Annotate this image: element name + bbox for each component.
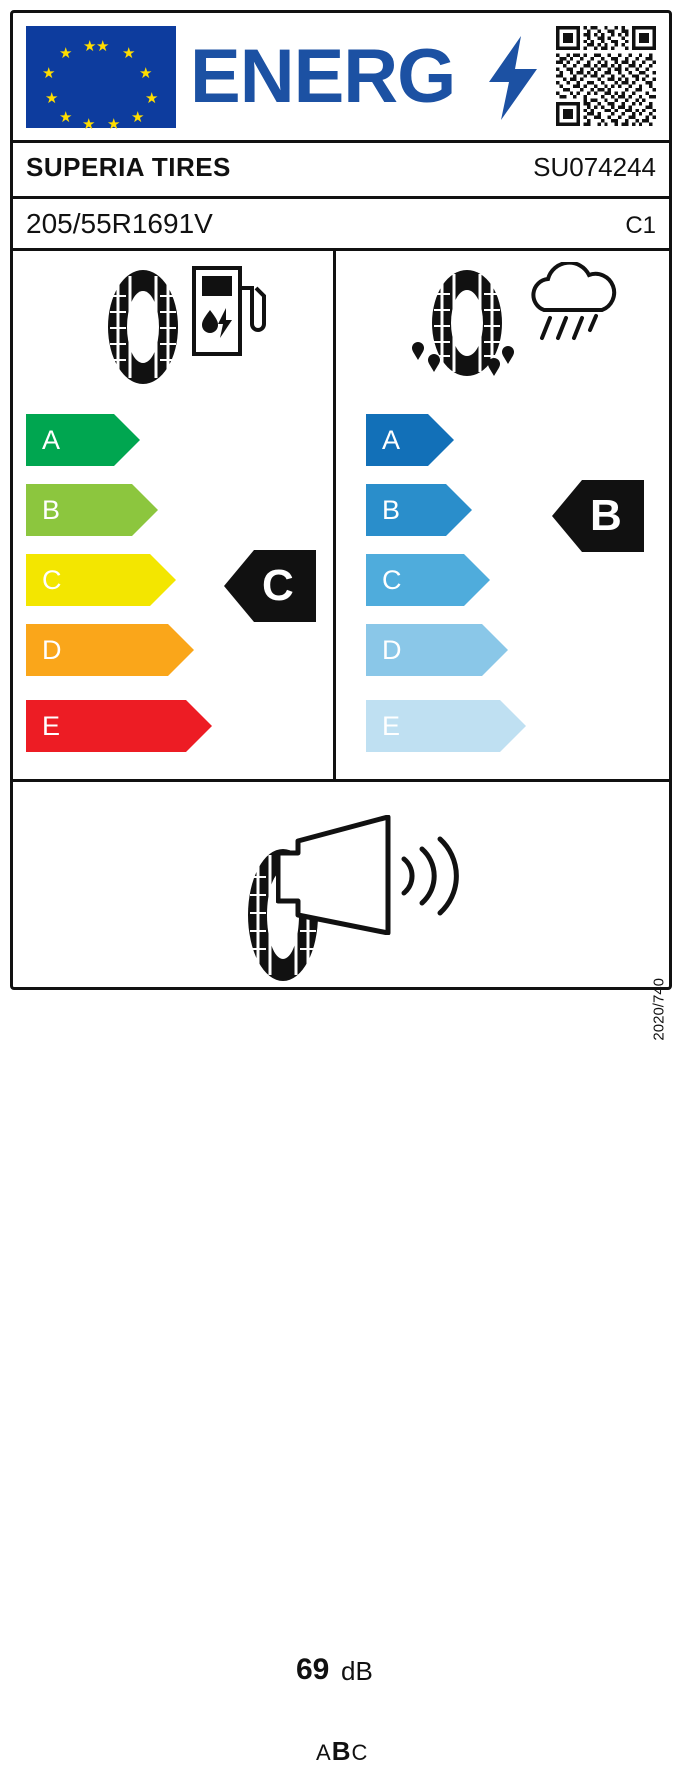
fuel-rating-marker: [254, 550, 316, 622]
noise-unit: dB: [341, 1656, 373, 1686]
fuel-pump-icon: [190, 262, 266, 363]
tire-class-code: C1: [625, 212, 656, 239]
eu-flag: ★ ★ ★ ★ ★ ★ ★ ★ ★ ★ ★ ★: [26, 26, 176, 128]
wet-grade-c-label: C: [382, 564, 402, 595]
lightning-bolt-icon: [487, 36, 539, 120]
noise-class-c: C: [351, 1740, 369, 1765]
divider-vertical: [333, 251, 336, 779]
noise-value: 69: [296, 1653, 330, 1686]
energy-wordmark: ENERG: [190, 34, 456, 119]
tire-size: 205/55R1691V: [26, 208, 213, 239]
fuel-grade-c-label: C: [42, 564, 62, 595]
noise-class-a: A: [316, 1740, 332, 1765]
wet-grade-e-label: E: [382, 710, 401, 741]
divider-size: [13, 248, 669, 251]
sku-code: SU074244: [533, 152, 656, 182]
fuel-grade-c: [26, 554, 150, 606]
noise-class-scale: [316, 1736, 368, 1767]
loudspeaker-icon: [276, 815, 466, 940]
regulation-reference: 2020/740: [651, 978, 668, 1041]
wet-tire-icon: [412, 268, 522, 391]
wet-grade-c: [366, 554, 464, 606]
fuel-grade-b: [26, 484, 132, 536]
wet-grade-b-label: B: [382, 494, 401, 525]
noise-class-b: B: [331, 1736, 352, 1766]
wet-grade-d: [366, 624, 482, 676]
fuel-grade-a-label: A: [42, 424, 61, 455]
fuel-grade-e-label: E: [42, 710, 61, 741]
wet-grade-e: [366, 700, 500, 752]
wet-rating-marker: [582, 480, 644, 552]
fuel-tire-icon: [88, 268, 198, 391]
fuel-grade-d: [26, 624, 168, 676]
fuel-grade-a: [26, 414, 114, 466]
rain-cloud-icon: [520, 262, 620, 367]
brand-name: SUPERIA TIRES: [26, 152, 231, 182]
fuel-grade-e: [26, 700, 186, 752]
wet-rating-value: B: [590, 491, 622, 540]
wet-grade-a-label: A: [382, 424, 401, 455]
divider-noise: [13, 779, 669, 782]
wet-grade-a: [366, 414, 428, 466]
fuel-grade-d-label: D: [42, 634, 62, 665]
divider-top: [13, 140, 669, 143]
qr-code: [556, 26, 656, 126]
divider-brand: [13, 196, 669, 199]
fuel-rating-value: C: [262, 561, 294, 610]
fuel-grade-b-label: B: [42, 494, 61, 525]
wet-grade-d-label: D: [382, 634, 402, 665]
wet-grade-b: [366, 484, 446, 536]
